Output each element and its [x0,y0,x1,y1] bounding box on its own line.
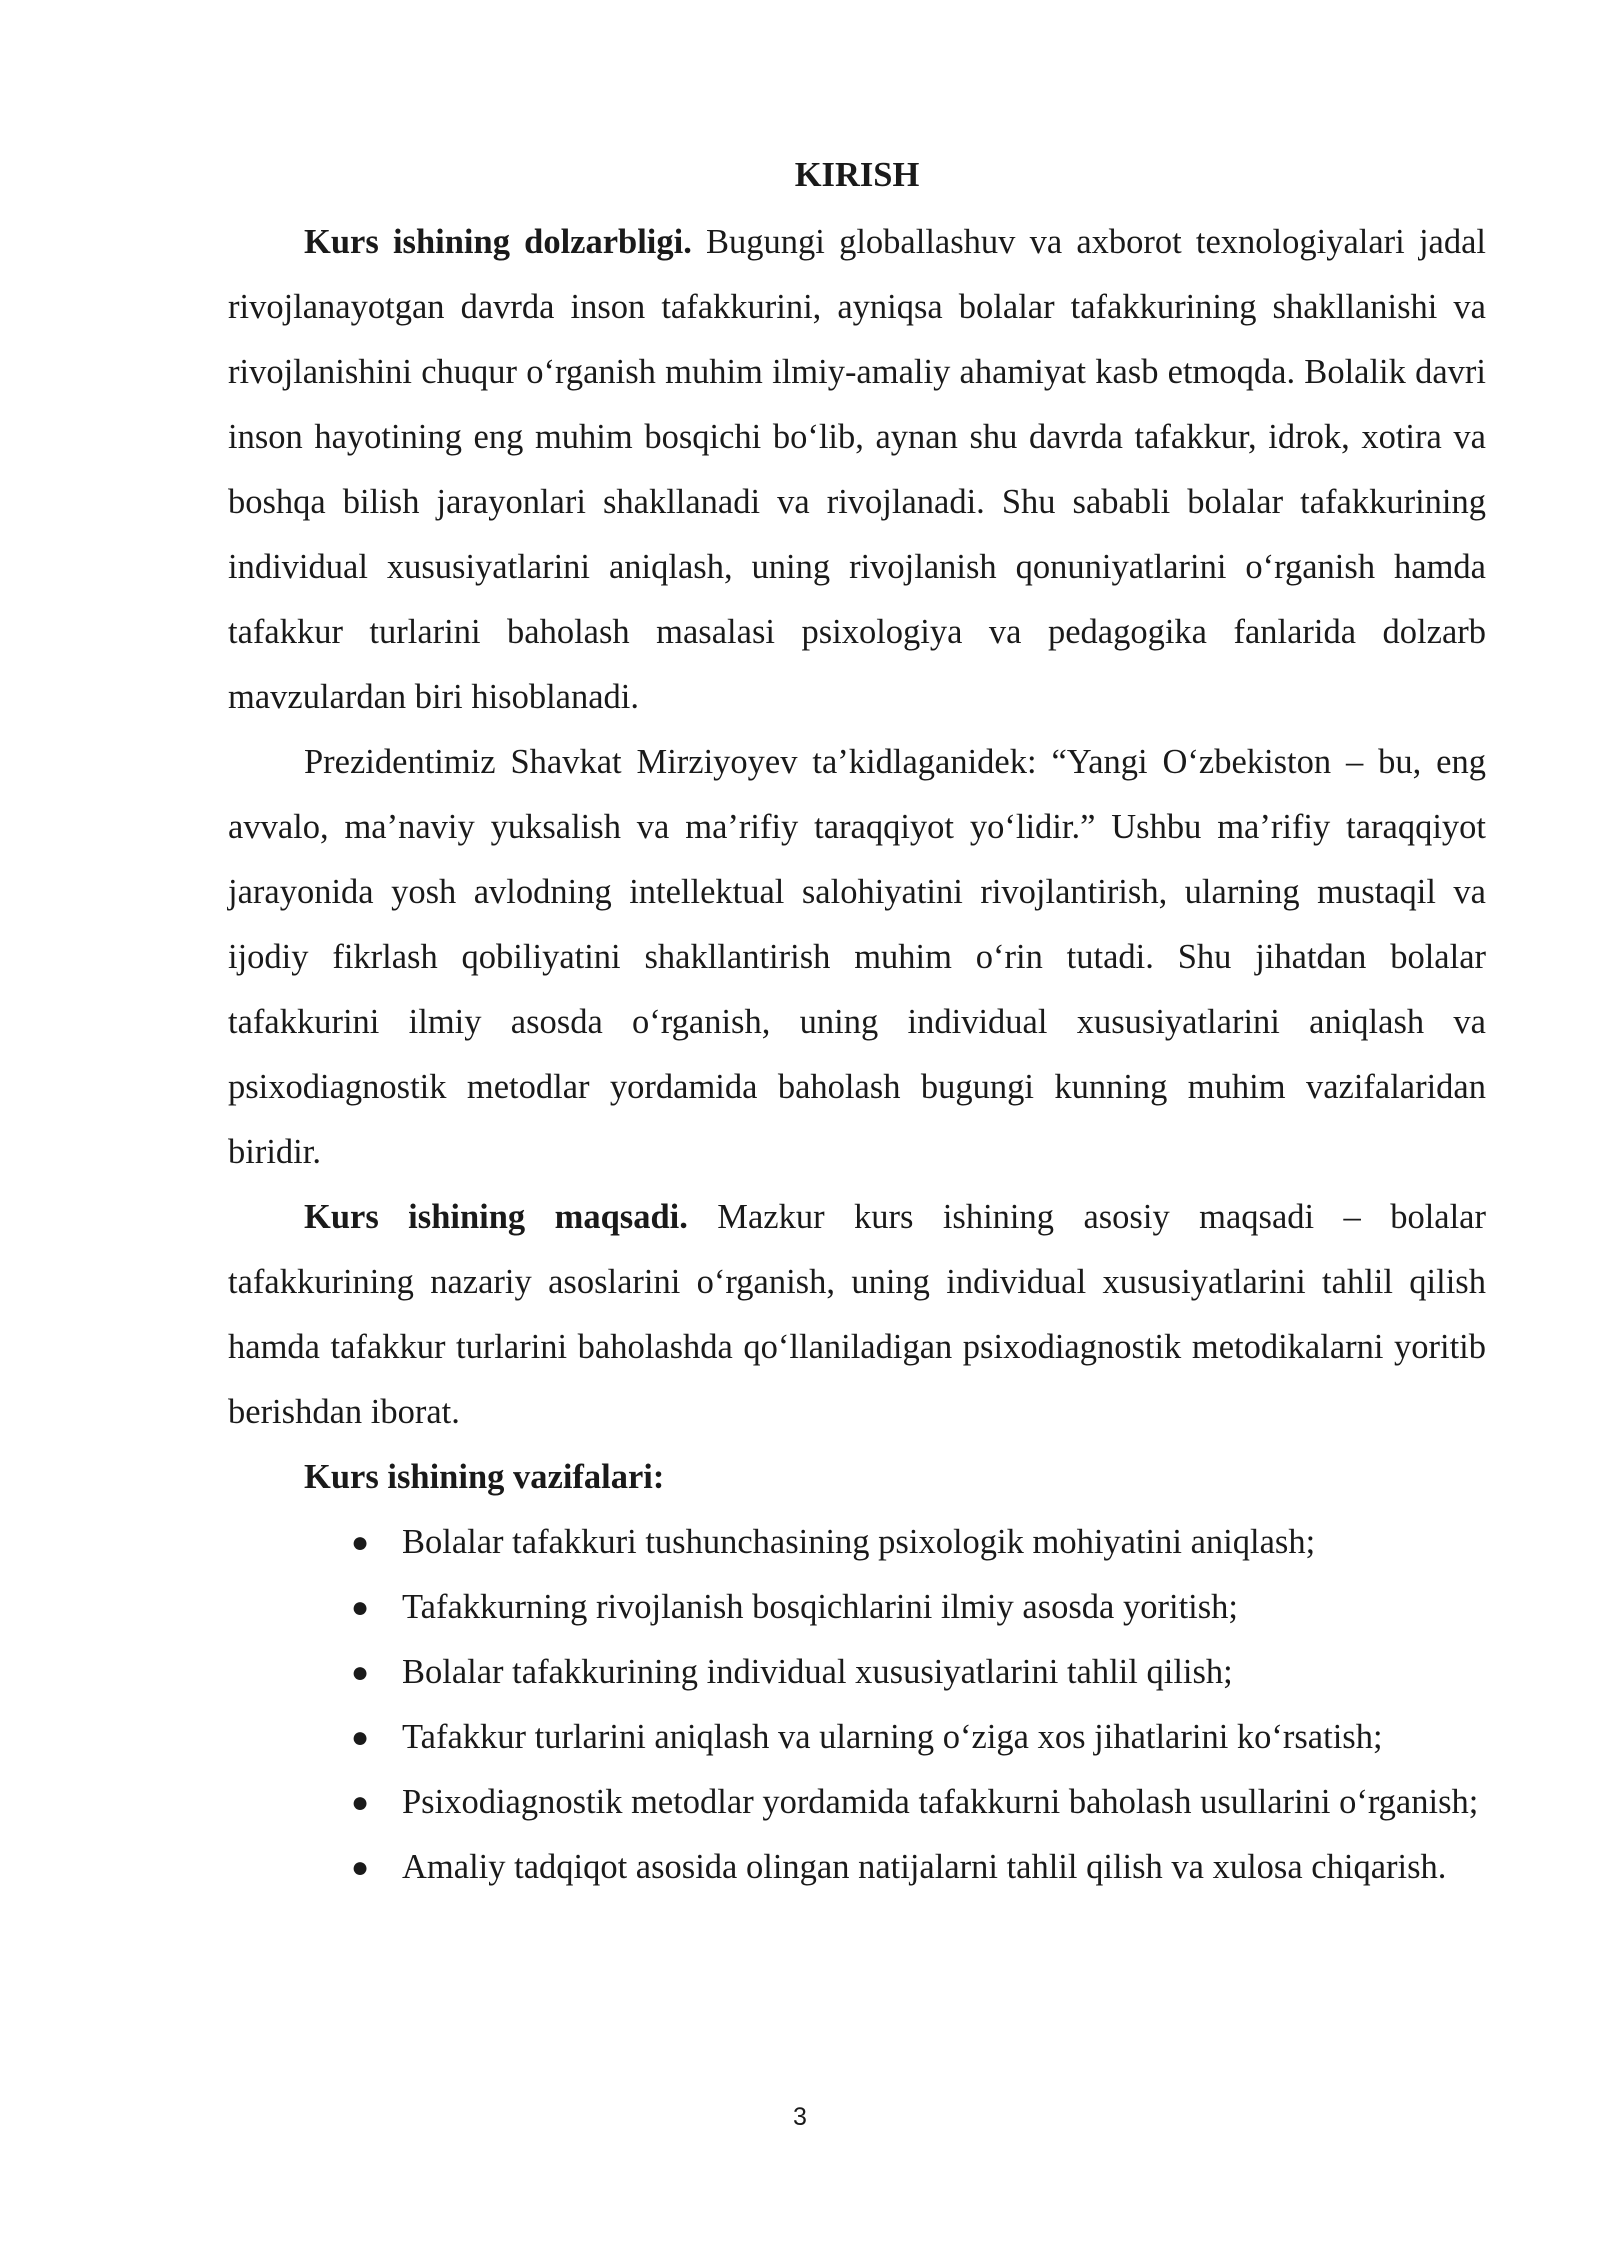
bullet-icon: ● [351,1851,370,1884]
list-item [351,1640,1486,1705]
bullet-icon: ● [351,1591,370,1624]
bullet-icon: ● [351,1656,370,1689]
paragraph-goal [228,1185,1486,1445]
list-item-text: Tafakkur turlarini aniqlash va ularning o‘ziga xos jihatlarini ko‘rsatish; [402,1718,1383,1756]
list-item-text: Amaliy tadqiqot asosida olingan natijalarni tahlil qilish va xulosa chiqarish. [402,1848,1447,1886]
section-heading: KIRISH [794,156,920,194]
page-number: 3 [793,2103,807,2131]
list-item [351,1575,1486,1640]
list-item-text: Tafakkurning rivojlanish bosqichlarini ilmiy asosda yoritish; [402,1588,1239,1626]
list-item-text: Psixodiagnostik metodlar yordamida tafakkurni baholash usullarini o‘rganish; [402,1783,1479,1821]
bullet-icon: ● [351,1786,370,1819]
document-page [228,150,1486,1900]
list-item [351,1835,1486,1900]
relevance-label: Kurs ishining dolzarbligi. [304,223,692,261]
goal-text: Mazkur kurs ishining asosiy maqsadi – bolalar tafakkurining nazariy asoslarini o‘rganish, uning individual xususiyatlarini tahlil qilish hamda tafakkur turlarini baholashda qo‘llaniladigan psixodiagnostik metodikalarni yoritib berishdan iborat. [228,1198,1486,1431]
relevance-text: Bugungi globallashuv va axborot texnologiyalari jadal rivojlanayotgan davrda inson tafakkurini, ayniqsa bolalar tafakkurining shakllanishi va rivojlanishini chuqur o‘rganish muhim ilmiy-amaliy ahamiyat kasb etmoqda. Bolalik davri inson hayotining eng muhim bosqichi bo‘lib, aynan shu davrda tafakkur, idrok, xotira va boshqa bilish jarayonlari shakllanadi va rivojlanadi. Shu sababli bolalar tafakkurining individual xususiyatlarini aniqlash, uning rivojlanish qonuniyatlarini o‘rganish hamda tafakkur turlarini baholash masalasi psixologiya va pedagogika fanlarida dolzarb mavzulardan biri hisoblanadi. [228,223,1486,716]
paragraph-relevance [228,210,1486,730]
list-item [351,1705,1486,1770]
president-quote-text: Prezidentimiz Shavkat Mirziyoyev ta’kidlaganidek: “Yangi O‘zbekiston – bu, eng avvalo, ma’naviy yuksalish va ma’rifiy taraqqiyot yo‘lidir.” Ushbu ma’rifiy taraqqiyot jarayonida yosh avlodning intellektual salohiyatini rivojlantirish, ularning mustaqil va ijodiy fikrlash qobiliyatini shakllantirish muhim o‘rin tutadi. Shu jihatdan bolalar tafakkurini ilmiy asosda o‘rganish, uning individual xususiyatlarini aniqlash va psixodiagnostik metodlar yordamida baholash bugungi kunning muhim vazifalaridan biridir. [228,743,1486,1171]
tasks-list [228,1510,1486,1900]
list-item-text: Bolalar tafakkuri tushunchasining psixologik mohiyatini aniqlash; [402,1523,1316,1561]
bullet-icon: ● [351,1526,370,1559]
list-item [351,1510,1486,1575]
paragraph-president-quote [228,730,1486,1185]
goal-label: Kurs ishining maqsadi. [304,1198,688,1236]
list-item [351,1770,1486,1835]
bullet-icon: ● [351,1721,370,1754]
list-item-text: Bolalar tafakkurining individual xususiyatlarini tahlil qilish; [402,1653,1233,1691]
tasks-heading: Kurs ishining vazifalari: [304,1458,665,1496]
